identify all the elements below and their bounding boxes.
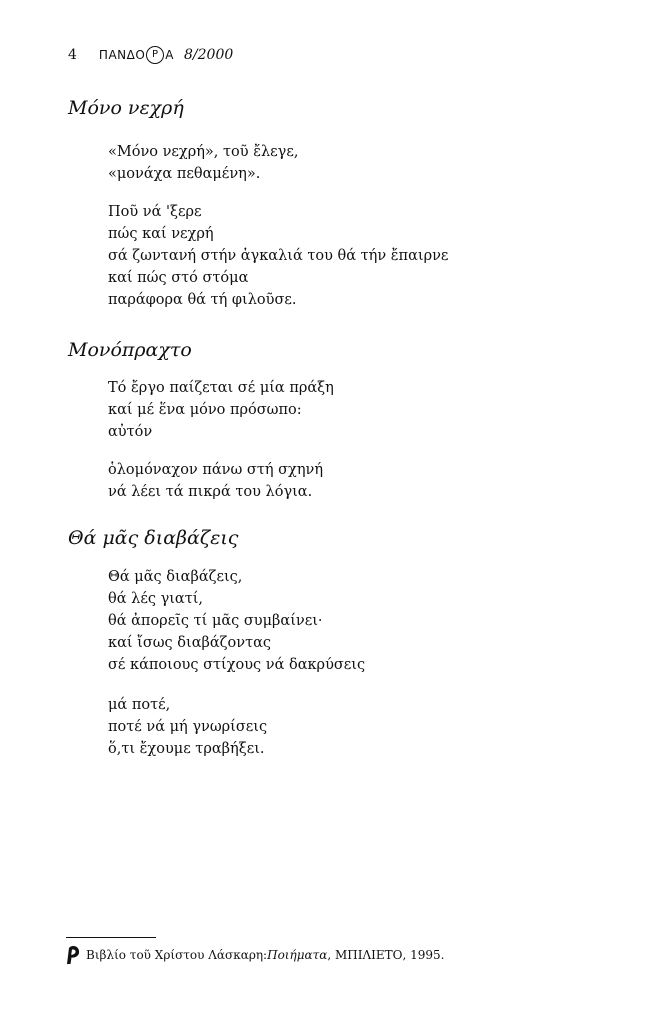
poem-line: νά λέει τά πικρά του λόγια. — [108, 484, 313, 500]
poem-title: Μόνο νεχρή — [68, 97, 184, 119]
poem-line: Ποῦ νά 'ξερε — [108, 204, 202, 220]
poem-line: θά ἀπορεῖς τί μᾶς συμβαίνει· — [108, 613, 323, 629]
poem-line: ὅ,τι ἔχουμε τραβήξει. — [108, 741, 265, 757]
footnote-logo-icon — [66, 945, 80, 965]
running-header — [68, 46, 233, 64]
poem-line: παράφορα θά τή φιλοῦσε. — [108, 292, 297, 308]
poem-line: καί ἴσως διαβάζοντας — [108, 635, 272, 651]
poem-line: καί πώς στό στόμα — [108, 270, 249, 286]
poem-line: μά ποτέ, — [108, 697, 171, 713]
poem-stanza — [108, 694, 267, 760]
poem-line: αὐτόν — [108, 424, 153, 440]
logo-text-right: Α — [165, 48, 175, 62]
poem-line: πώς καί νεχρή — [108, 226, 214, 242]
footnote-rule — [66, 937, 156, 938]
poem-title: Θά μᾶς διαβάζεις — [68, 527, 239, 549]
logo-text-left: ΠΑΝΔΟ — [98, 48, 146, 62]
magazine-logo — [99, 46, 174, 64]
poem-line: σά ζωντανή στήν ἀγκαλιά του θά τήν ἔπαιρνε — [108, 248, 449, 264]
poem-stanza — [108, 377, 334, 443]
poem-line: «Μόνο νεχρή», τοῦ ἔλεγε, — [108, 144, 299, 160]
logo-circle-mark: Ρ — [146, 46, 164, 64]
issue-number: 8/2000 — [184, 47, 234, 63]
footnote — [66, 945, 444, 965]
poem-line: ποτέ νά μή γνωρίσεις — [108, 719, 268, 735]
poem-line: σέ κάποιους στίχους νά δακρύσεις — [108, 657, 366, 673]
footnote-book-title: Ποιήματα — [267, 948, 328, 962]
poem-stanza — [108, 459, 323, 503]
footnote-text: Βιβλίο τοῦ Χρίστου Λάσκαρη: — [86, 948, 268, 962]
footnote-publisher: , ΜΠΙΛΙΕΤΟ, 1995. — [327, 948, 445, 962]
poem-line: ὁλομόναχον πάνω στή σχηνή — [108, 462, 324, 478]
poem-line: θά λές γιατί, — [108, 591, 204, 607]
poem-line: Τό ἔργο παίζεται σέ μία πράξη — [108, 380, 334, 396]
poem-stanza — [108, 201, 448, 311]
page-number: 4 — [68, 47, 77, 63]
poem-stanza — [108, 566, 365, 676]
poem-line: Θά μᾶς διαβάζεις, — [108, 569, 243, 585]
poem-stanza — [108, 141, 298, 185]
poem-title: Μονόπραχτο — [68, 339, 192, 361]
poem-line: «μονάχα πεθαμένη». — [108, 166, 261, 182]
poem-line: καί μέ ἕνα μόνο πρόσωπο: — [108, 402, 302, 418]
